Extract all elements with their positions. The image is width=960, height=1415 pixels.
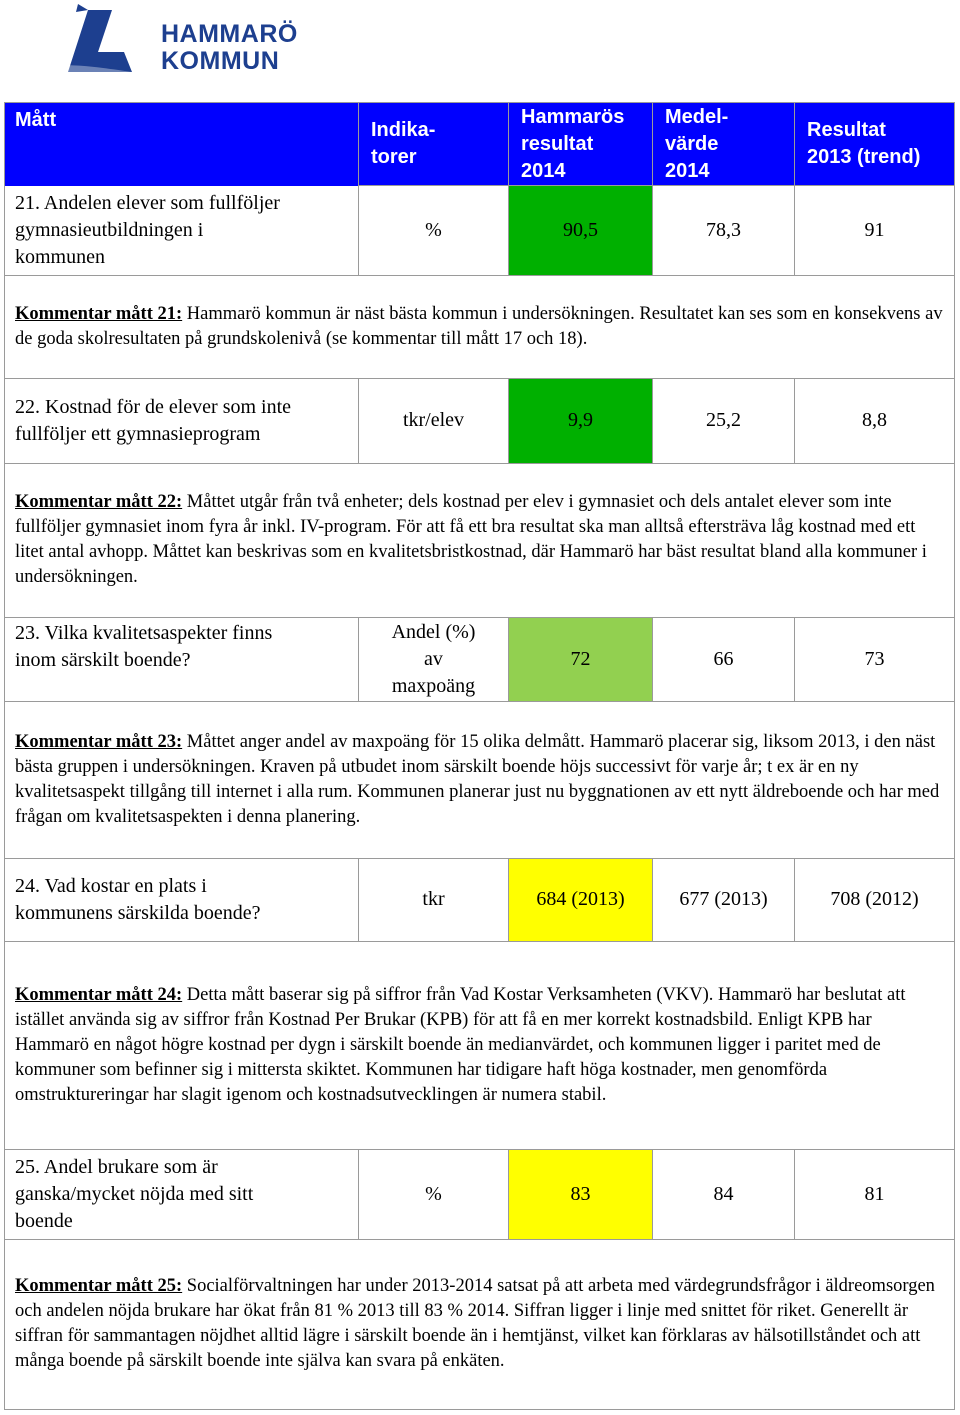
hammaro-kommun-logo bbox=[28, 2, 298, 86]
header-indikatorer: Indika- torer bbox=[359, 103, 509, 186]
comment-text: Detta mått baserar sig på siffror från Vad Kostar Verksamheten (VKV). Hammarö har beslutat att istället använda sig av siffror från Kostnad Per Brukar (KPB) för att få en mer korrekt kostnadsbild. Enligt KPB har Hammarö en något högre kostnad per dygn i särskilt boende än medianvärdet, och kommunen ligger i paritet med de kommuner som befinner sig i mittersta skiktet. Kommunen har tidigare haft höga kostnader, men genomförda omstruktureringar har slagit igenom och kostnadsutvecklingen är numera stabil. bbox=[15, 984, 906, 1105]
header-row bbox=[5, 103, 955, 186]
hammaro-value: 90,5 bbox=[509, 186, 653, 276]
measure-row bbox=[5, 617, 955, 701]
comment-text: Måttet anger andel av maxpoäng för 15 olika delmått. Hammarö placerar sig, liksom 2013, i den näst bästa gruppen i undersökningen. Kraven på utbudet inom särskilt boende höjs successivt för varje år; t ex är en ny kvalitetsaspekt tillgång till internet i alla rum. Kommunen planerar just nu byggnationen av ett nytt äldreboende och har med frågan om kvalitetsaspekten i denna planering. bbox=[15, 731, 940, 827]
measures-table bbox=[4, 102, 955, 1410]
header-medelvarde: Medel- värde 2014 bbox=[653, 103, 795, 186]
comment-24 bbox=[5, 941, 955, 1149]
header-resultat-2013: Resultat 2013 (trend) bbox=[795, 103, 955, 186]
comment-label: Kommentar mått 21: bbox=[15, 303, 183, 324]
comment-22 bbox=[5, 463, 955, 617]
header-matt: Mått bbox=[5, 103, 359, 186]
measure-label: 25. Andel brukare som är ganska/mycket nöjda med sitt boende bbox=[5, 1149, 359, 1239]
hammaro-value: 9,9 bbox=[509, 378, 653, 463]
comment-row bbox=[5, 1239, 955, 1409]
comment-label: Kommentar mått 23: bbox=[15, 731, 183, 752]
medel-value: 66 bbox=[653, 617, 795, 701]
measure-label: 24. Vad kostar en plats i kommunens särskilda boende? bbox=[5, 858, 359, 941]
measure-label: 23. Vilka kvalitetsaspekter finns inom särskilt boende? bbox=[5, 617, 359, 701]
result-2013-value: 73 bbox=[795, 617, 955, 701]
comment-row bbox=[5, 941, 955, 1149]
medel-value: 78,3 bbox=[653, 186, 795, 276]
result-2013-value: 91 bbox=[795, 186, 955, 276]
comment-21 bbox=[5, 275, 955, 378]
indicator: % bbox=[359, 1149, 509, 1239]
comment-row bbox=[5, 701, 955, 858]
result-2013-value: 8,8 bbox=[795, 378, 955, 463]
comment-row bbox=[5, 275, 955, 378]
measure-row bbox=[5, 186, 955, 276]
indicator: tkr/elev bbox=[359, 378, 509, 463]
indicator: % bbox=[359, 186, 509, 276]
comment-text: Socialförvaltningen har under 2013-2014 satsat på att arbeta med värdegrundsfrågor i äldreomsorgen och andelen nöjda brukare har ökat från 81 % 2013 till 83 % 2014. Siffran ligger i linje med snittet för riket. Generellt är siffran för sammantagen nöjdhet alltid lägre i särskilt boende än i hemtjänst, vilket kan förklaras av hälsotillståndet och att många boende på särskilt boende inte själva kan svara på enkäten. bbox=[15, 1276, 935, 1371]
header-hammaros-resultat: Hammarös resultat 2014 bbox=[509, 103, 653, 186]
comment-label: Kommentar mått 24: bbox=[15, 984, 183, 1005]
medel-value: 84 bbox=[653, 1149, 795, 1239]
indicator: Andel (%) av maxpoäng bbox=[359, 617, 509, 701]
comment-text: Måttet utgår från två enheter; dels kostnad per elev i gymnasiet och dels antalet elever som inte fullföljer gymnasiet inom fyra år inkl. IV-program. För att få ett bra resultat ska man alltså eftersträva låg kostnad med ett litet antal avhopp. Måttet kan beskrivas som en kvalitetsbristkostnad, där Hammarö har bäst resultat bland alla kommuner i undersökningen. bbox=[15, 492, 927, 587]
logo-mark-icon bbox=[28, 2, 138, 82]
hammaro-value: 83 bbox=[509, 1149, 653, 1239]
medel-value: 25,2 bbox=[653, 378, 795, 463]
hammaro-value: 684 (2013) bbox=[509, 858, 653, 941]
result-2013-value: 81 bbox=[795, 1149, 955, 1239]
hammaro-value: 72 bbox=[509, 617, 653, 701]
result-2013-value: 708 (2012) bbox=[795, 858, 955, 941]
comment-label: Kommentar mått 25: bbox=[15, 1276, 183, 1296]
measure-row bbox=[5, 378, 955, 463]
comment-label: Kommentar mått 22: bbox=[15, 492, 183, 512]
comment-text: Hammarö kommun är näst bästa kommun i undersökningen. Resultatet kan ses som en konsekvens av de goda skolresultaten på grundskolenivå (se kommentar till mått 17 och 18). bbox=[15, 303, 943, 349]
medel-value: 677 (2013) bbox=[653, 858, 795, 941]
indicator: tkr bbox=[359, 858, 509, 941]
measure-row bbox=[5, 1149, 955, 1239]
comment-25 bbox=[5, 1239, 955, 1409]
measure-row bbox=[5, 858, 955, 941]
comment-row bbox=[5, 463, 955, 617]
logo-line2: KOMMUN bbox=[161, 47, 280, 75]
measure-label: 22. Kostnad för de elever som inte fullföljer ett gymnasieprogram bbox=[5, 378, 359, 463]
comment-23 bbox=[5, 701, 955, 858]
measure-label: 21. Andelen elever som fullföljer gymnasieutbildningen i kommunen bbox=[5, 186, 359, 276]
logo-line1: HAMMARÖ bbox=[161, 20, 298, 48]
